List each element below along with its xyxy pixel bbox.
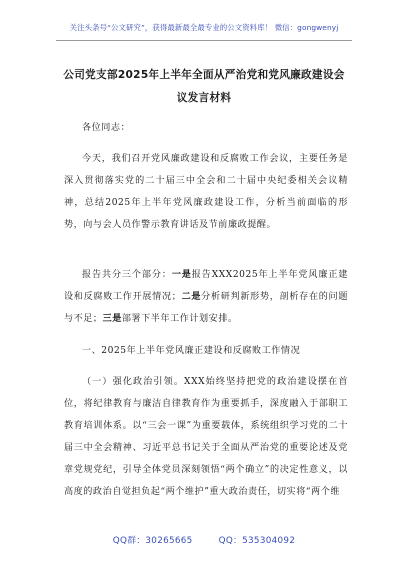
salutation: 各位同志：: [82, 123, 131, 133]
footer-contact: [0, 533, 408, 546]
outline-part2-label: 二是: [181, 292, 202, 302]
outline-part1-label: 一是: [171, 270, 192, 280]
paragraph-opening: 今天，我们召开党风廉政建设和反腐败工作会议，主要任务是深入贯彻落实党的二十届三中全会和二十届中央纪委相关会议精神，总结2025年上半年党风廉政建设工作，分析当前面临的形势，向与会人员作警示教育讲话及节前廉政提醒。: [64, 154, 348, 230]
outline-part2-text: 分析研判新形势，剖析存在的问题与不足；: [64, 292, 348, 324]
footer-qq-number: QQ：535304092: [218, 536, 296, 546]
outline-part3-text: 部署下半年工作计划安排。: [121, 314, 238, 324]
outline-intro: 报告共分三个部分：: [82, 270, 172, 280]
header-banner: 关注头条号“公文研究”，获得最新最全最专业的公文资料库！ 微信：gongwenyj: [69, 23, 339, 32]
document-title: 公司党支部2025年上半年全面从严治党和党风廉政建设会议发言材料: [63, 69, 345, 104]
footer-qq-group: QQ群：30265665: [112, 536, 193, 546]
outline-part1-text: 报告XXX2025年上半年党风廉正建设和反腐败工作开展情况；: [64, 270, 348, 302]
paragraph-report-outline: [64, 264, 348, 330]
paragraph-political-guidance: （一）强化政治引领。XXX始终坚持把党的政治建设摆在首位，将纪律教育与廉洁自律教育作为重要抓手，深度融入于部职工教育培训体系。以“三会一课”为重要载体，系统组织学习党的二十届三中全会精神、习近平总书记关于全面从严治党的重要论述及党章党规党纪，引导全体党员深刻领悟“两个确立”的决定性意义，以高度的政治自觉担负起“两个维护”重大政治责任，切实将“两个维: [64, 377, 348, 497]
outline-part3-label: 三是: [102, 314, 122, 324]
section-heading: 一、2025年上半年党风廉正建设和反腐败工作情况: [82, 346, 301, 356]
header-divider: [56, 40, 352, 41]
